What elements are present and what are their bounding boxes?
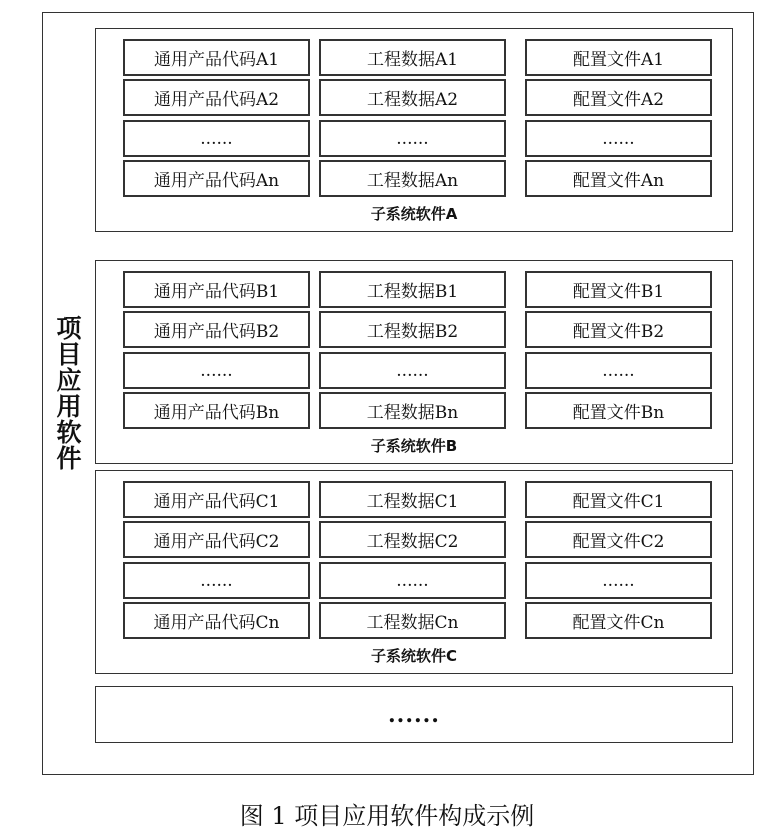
config-file-cell: 配置文件B1 (525, 271, 712, 308)
engineering-data-cell: 工程数据Cn (319, 602, 506, 639)
config-file-cell: 配置文件A1 (525, 39, 712, 76)
config-file-cell: ...... (525, 562, 712, 599)
engineering-data-cell: 工程数据A1 (319, 39, 506, 76)
config-file-cell: ...... (525, 120, 712, 157)
subsystem-box (95, 470, 733, 674)
product-code-cell: 通用产品代码C1 (123, 481, 310, 518)
engineering-data-cell: 工程数据Bn (319, 392, 506, 429)
figure-caption: 图 1 项目应用软件构成示例 (239, 802, 535, 830)
subsystem-box (95, 28, 733, 232)
product-code-cell: ...... (123, 352, 310, 389)
product-code-cell: 通用产品代码C2 (123, 521, 310, 558)
config-file-cell: 配置文件Cn (525, 602, 712, 639)
more-subsystems-box: ...... (95, 686, 733, 743)
product-code-cell: 通用产品代码Cn (123, 602, 310, 639)
product-code-cell: ...... (123, 562, 310, 599)
config-file-cell: 配置文件B2 (525, 311, 712, 348)
product-code-cell: 通用产品代码B1 (123, 271, 310, 308)
project-application-software-label: 项目应用软件 (56, 314, 82, 473)
engineering-data-cell: 工程数据A2 (319, 79, 506, 116)
engineering-data-cell: ...... (319, 120, 506, 157)
engineering-data-cell: 工程数据B1 (319, 271, 506, 308)
engineering-data-cell: ...... (319, 352, 506, 389)
engineering-data-cell: 工程数据C2 (319, 521, 506, 558)
product-code-cell: 通用产品代码Bn (123, 392, 310, 429)
config-file-cell: 配置文件Bn (525, 392, 712, 429)
subsystem-label: 子系统软件B (370, 437, 458, 455)
product-code-cell: 通用产品代码An (123, 160, 310, 197)
subsystem-label: 子系统软件A (370, 205, 458, 223)
product-code-cell: 通用产品代码A2 (123, 79, 310, 116)
engineering-data-cell: 工程数据B2 (319, 311, 506, 348)
engineering-data-cell: ...... (319, 562, 506, 599)
subsystem-box (95, 260, 733, 464)
config-file-cell: 配置文件A2 (525, 79, 712, 116)
product-code-cell: ...... (123, 120, 310, 157)
engineering-data-cell: 工程数据C1 (319, 481, 506, 518)
engineering-data-cell: 工程数据An (319, 160, 506, 197)
config-file-cell: 配置文件C2 (525, 521, 712, 558)
config-file-cell: 配置文件C1 (525, 481, 712, 518)
product-code-cell: 通用产品代码A1 (123, 39, 310, 76)
subsystem-label: 子系统软件C (370, 647, 457, 665)
product-code-cell: 通用产品代码B2 (123, 311, 310, 348)
config-file-cell: 配置文件An (525, 160, 712, 197)
config-file-cell: ...... (525, 352, 712, 389)
